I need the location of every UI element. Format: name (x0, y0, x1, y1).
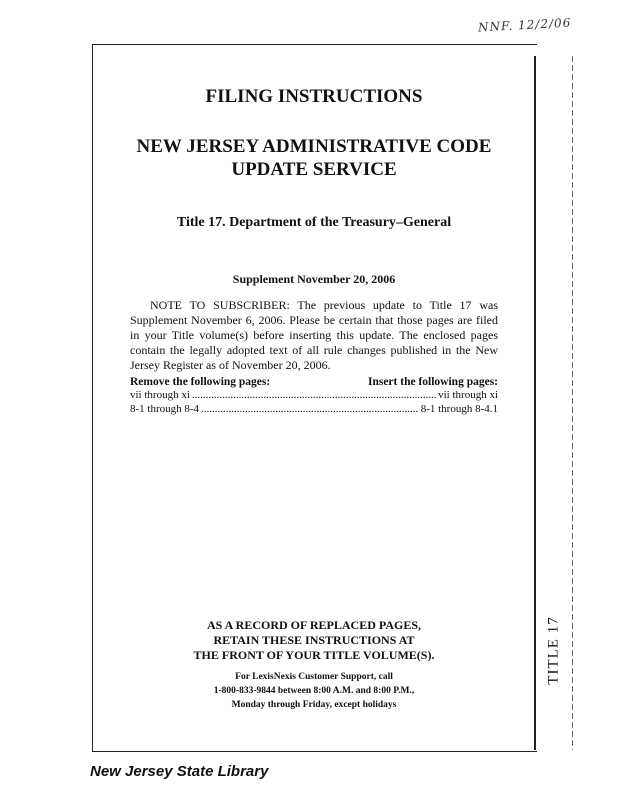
leader-dots (192, 388, 436, 402)
tab-divider-line (572, 56, 573, 750)
record-notice-line: THE FRONT OF YOUR TITLE VOLUME(S). (193, 648, 435, 662)
insert-header: Insert the following pages: (367, 376, 498, 388)
handwritten-note: NNF. 12/2/06 (477, 15, 572, 35)
library-stamp: New Jersey State Library (90, 763, 269, 780)
insert-pages: 8-1 through 8-4.1 (420, 403, 498, 415)
support-line: 1-800-833-9844 between 8:00 A.M. and 8:00 P.M., (213, 686, 415, 696)
supplement-date: Supplement November 20, 2006 (232, 272, 396, 286)
record-notice (92, 618, 536, 663)
code-title (92, 135, 536, 181)
support-line: Monday through Friday, except holidays (231, 700, 397, 710)
document-title: FILING INSTRUCTIONS (205, 86, 423, 107)
pages-table (130, 376, 498, 416)
record-notice-line: AS A RECORD OF REPLACED PAGES, (206, 618, 422, 632)
title-tab-label: TITLE 17 (545, 615, 562, 685)
insert-pages: vii through xi (438, 389, 498, 401)
pages-table-header (130, 376, 498, 388)
support-line: For LexisNexis Customer Support, call (235, 672, 393, 682)
title-tab (536, 605, 572, 695)
remove-pages: vii through xi (130, 389, 190, 401)
code-title-line-1: NEW JERSEY ADMINISTRATIVE CODE (136, 136, 492, 157)
title-subject: Title 17. Department of the Treasury–General (176, 215, 452, 230)
customer-support (92, 670, 536, 712)
leader-dots (201, 402, 419, 416)
remove-header: Remove the following pages: (130, 376, 271, 388)
subscriber-note: NOTE TO SUBSCRIBER: The previous update to Title 17 was Supplement November 6, 2006. Please be certain that those pages are filed in your Title volume(s) before inserting this update. The enclosed pages contain the legally adopted text of all rule changes published in the New Jersey Register as of November 20, 2006. (130, 298, 498, 372)
remove-pages: 8-1 through 8-4 (130, 403, 200, 415)
table-row (130, 402, 498, 416)
record-notice-line: RETAIN THESE INSTRUCTIONS AT (213, 633, 415, 647)
table-row (130, 388, 498, 402)
code-title-line-2: UPDATE SERVICE (231, 159, 397, 180)
